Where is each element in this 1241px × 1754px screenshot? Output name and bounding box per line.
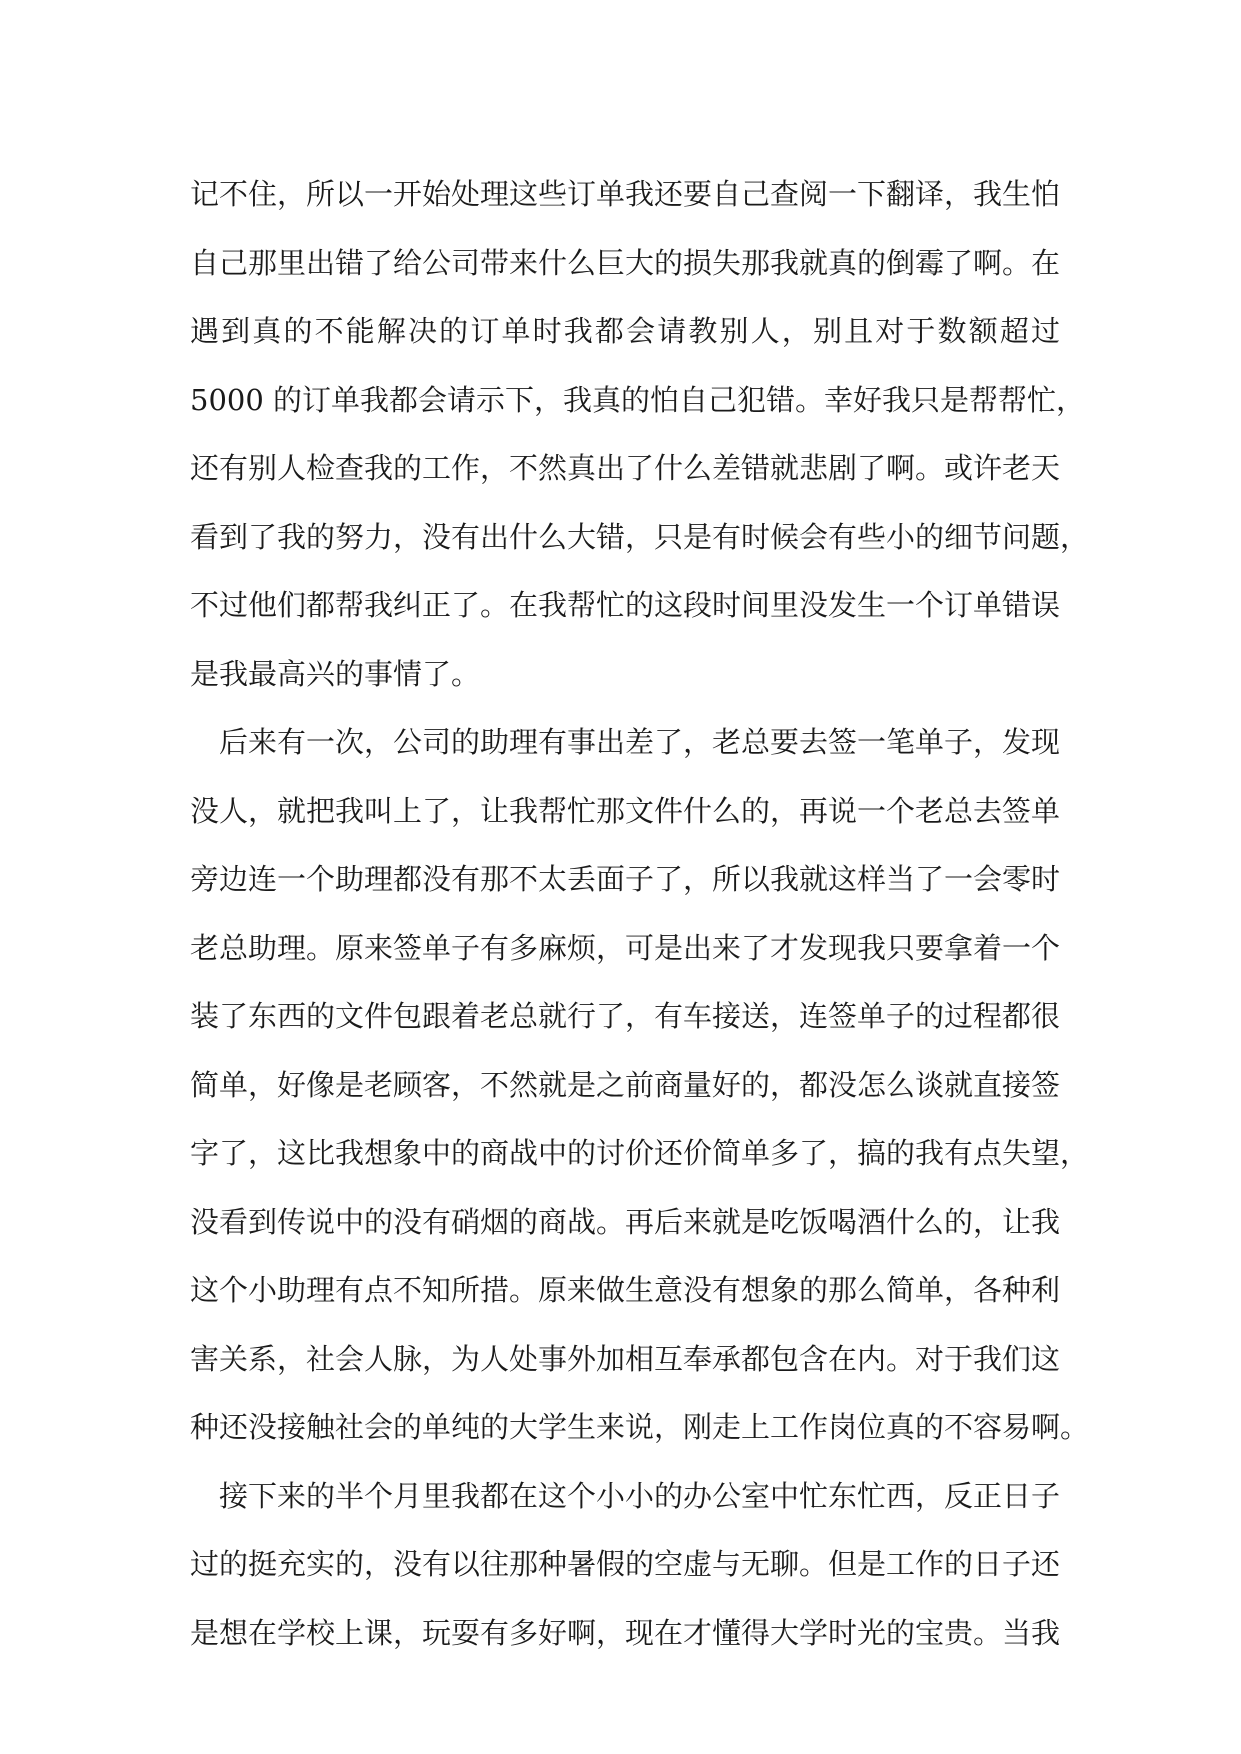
- paragraph-2: [190, 708, 1090, 1462]
- text-line: 后来有一次，公司的助理有事出差了，老总要去签一笔单子，发现: [219, 725, 1061, 759]
- text-line: 看到了我的努力，没有出什么大错，只是有时候会有些小的细节问题，: [190, 519, 1090, 554]
- text-line: 5000 的订单我都会请示下，我真的怕自己犯错。幸好我只是帮帮忙，: [190, 382, 1086, 417]
- text-line: 自己那里出错了给公司带来什么巨大的损失那我就真的倒霉了啊。在: [190, 245, 1061, 280]
- paragraph-1: [190, 160, 1090, 708]
- text-line: 没人，就把我叫上了，让我帮忙那文件什么的，再说一个老总去签单: [190, 793, 1061, 828]
- document-body: [190, 160, 1090, 1667]
- text-line: 还有别人检查我的工作，不然真出了什么差错就悲剧了啊。或许老天: [190, 451, 1061, 485]
- text-line: 装了东西的文件包跟着老总就行了，有车接送，连签单子的过程都很: [190, 999, 1061, 1033]
- text-line: 旁边连一个助理都没有那不太丢面子了，所以我就这样当了一会零时: [190, 862, 1061, 896]
- text-line: 是我最高兴的事情了。: [190, 656, 481, 691]
- text-line: 害关系，社会人脉，为人处事外加相互奉承都包含在内。对于我们这: [190, 1341, 1061, 1376]
- text-line: 字了，这比我想象中的商战中的讨价还价简单多了，搞的我有点失望，: [190, 1136, 1090, 1170]
- text-line: 种还没接触社会的单纯的大学生来说，刚走上工作岗位真的不容易啊。: [190, 1410, 1090, 1444]
- text-line: 没看到传说中的没有硝烟的商战。再后来就是吃饭喝酒什么的，让我: [190, 1204, 1061, 1239]
- text-line: 老总助理。原来签单子有多麻烦，可是出来了才发现我只要拿着一个: [190, 930, 1061, 965]
- text-line: 过的挺充实的，没有以往那种暑假的空虚与无聊。但是工作的日子还: [190, 1547, 1061, 1581]
- text-line: 遇到真的不能解决的订单时我都会请教别人，别且对于数额超过: [190, 314, 1060, 348]
- text-line: 接下来的半个月里我都在这个小小的办公室中忙东忙西，反正日子: [219, 1478, 1061, 1513]
- text-line: 是想在学校上课，玩耍有多好啊，现在才懂得大学时光的宝贵。当我: [190, 1615, 1061, 1650]
- text-line: 记不住，所以一开始处理这些订单我还要自己查阅一下翻译，我生怕: [190, 177, 1061, 211]
- text-line: 这个小助理有点不知所措。原来做生意没有想象的那么简单，各种利: [190, 1273, 1061, 1307]
- text-line: 不过他们都帮我纠正了。在我帮忙的这段时间里没发生一个订单错误: [190, 588, 1061, 622]
- text-line: 简单，好像是老顾客，不然就是之前商量好的，都没怎么谈就直接签: [190, 1067, 1061, 1102]
- paragraph-3: [190, 1462, 1060, 1668]
